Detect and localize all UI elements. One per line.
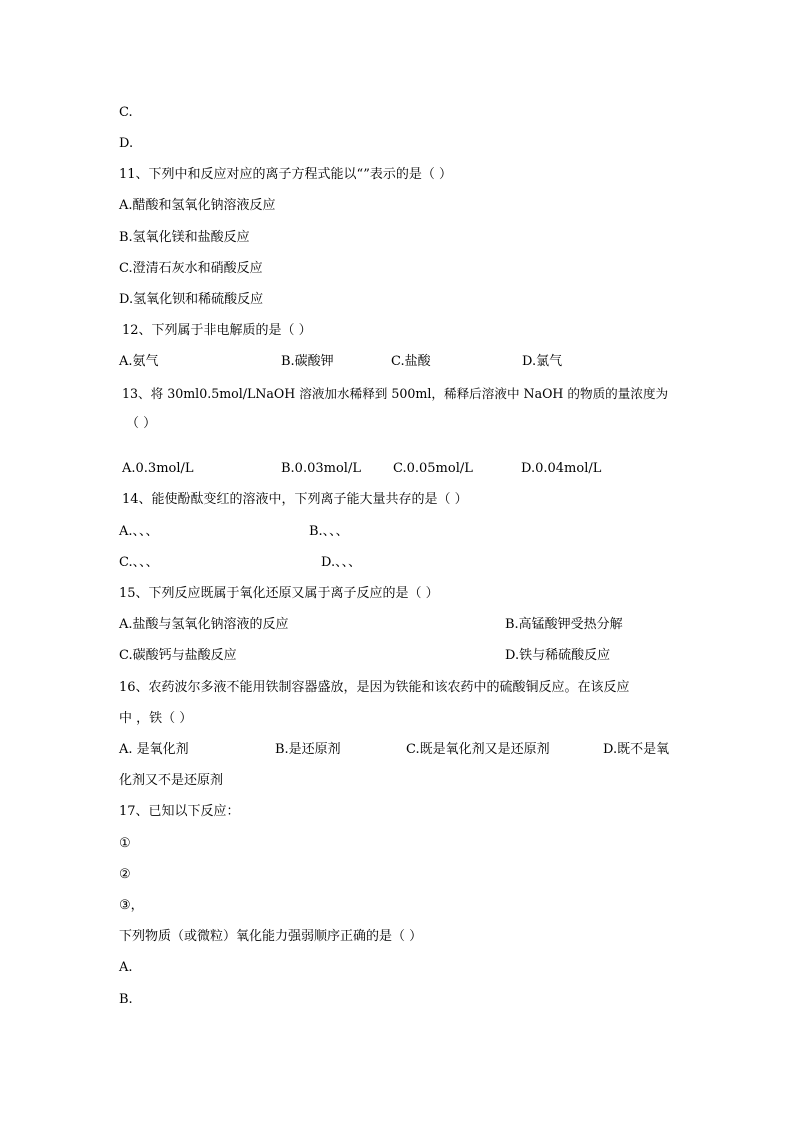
q16-option-b: B.是还原剂 <box>275 742 341 757</box>
q12-option-a: A.氨气 <box>119 354 159 369</box>
q14-option-b: B.、、、 <box>309 524 349 539</box>
q15-option-c: C.碳酸钙与盐酸反应 <box>119 648 237 663</box>
q16-option-d: D.既不是氧 <box>603 742 670 757</box>
q17-reaction-2: ② <box>119 867 131 882</box>
q11-option-a: A.醋酸和氢氧化钠溶液反应 <box>119 198 276 213</box>
prev-option-d: D. <box>119 136 134 151</box>
q15-option-b: B.高锰酸钾受热分解 <box>505 617 623 632</box>
q16-option-d-cont: 化剂又不是还原剂 <box>119 773 224 788</box>
q14-option-c: C.、、、 <box>119 555 159 570</box>
q11-option-d: D.氢氧化钡和稀硫酸反应 <box>119 292 264 307</box>
q17-reaction-1: ① <box>119 836 131 851</box>
q16-stem-cont: 中 ，铁（ ） <box>119 711 193 726</box>
prev-option-c: C. <box>119 105 133 120</box>
q12-stem: 12、下列属于非电解质的是（ ） <box>122 323 312 338</box>
q16-stem: 16、农药波尔多液不能用铁制容器盛放，是因为铁能和该农药中的硫酸铜反应。在该反应 <box>119 680 630 695</box>
q17-option-b: B. <box>119 992 133 1007</box>
q13-option-d: D.0.04mol/L <box>521 461 602 476</box>
q11-stem: 11、下列中和反应对应的离子方程式能以“”表示的是（ ） <box>119 167 452 182</box>
q11-option-c: C.澄清石灰水和硝酸反应 <box>119 261 263 276</box>
q17-option-a: A. <box>119 960 133 975</box>
q13-option-b: B.0.03mol/L <box>281 461 361 476</box>
q13-paren: （ ） <box>126 416 157 431</box>
q11-option-b: B.氢氧化镁和盐酸反应 <box>119 230 250 245</box>
q15-option-a: A.盐酸与氢氧化钠溶液的反应 <box>119 617 289 632</box>
q17-reaction-3: ③， <box>119 898 144 913</box>
q16-option-c: C.既是氧化剂又是还原剂 <box>406 742 550 757</box>
q17-stem: 17、已知以下反应： <box>119 804 240 819</box>
q14-option-a: A.、、、 <box>119 524 159 539</box>
q14-stem: 14、能使酚酞变红的溶液中，下列离子能大量共存的是（ ） <box>122 492 468 507</box>
q16-option-a: A. 是氧化剂 <box>119 742 189 757</box>
q17-question: 下列物质（或微粒）氧化能力强弱顺序正确的是（ ） <box>119 929 423 944</box>
q14-option-d: D.、、、 <box>321 555 362 570</box>
q12-option-d: D.氯气 <box>522 354 563 369</box>
q12-option-b: B.碳酸钾 <box>281 354 334 369</box>
q13-stem: 13、将 30ml0.5mol/LNaOH 溶液加水稀释到 500ml，稀释后溶液中 NaOH 的物质的量浓度为 <box>122 386 669 401</box>
q12-option-c: C.盐酸 <box>391 354 431 369</box>
q13-option-c: C.0.05mol/L <box>393 461 473 476</box>
q15-stem: 15、下列反应既属于氧化还原又属于离子反应的是（ ） <box>119 586 439 601</box>
q15-option-d: D.铁与稀硫酸反应 <box>505 648 611 663</box>
q13-option-a: A.0.3mol/L <box>122 461 194 476</box>
